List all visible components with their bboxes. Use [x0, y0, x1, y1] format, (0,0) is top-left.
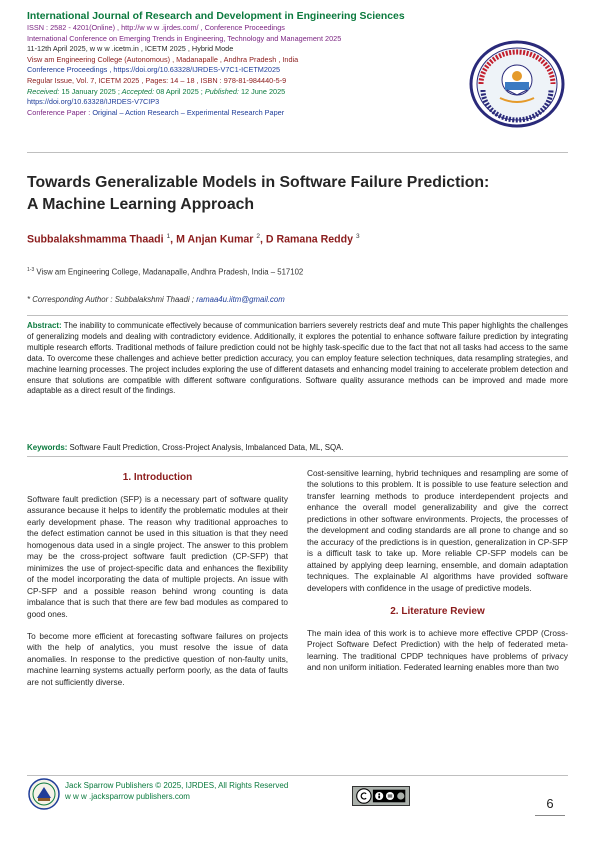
author-name: D Ramana Reddy: [265, 233, 354, 246]
copyright-line: Jack Sparrow Publishers © 2025, IJRDES, All Rights Reserved: [65, 781, 289, 790]
author-affiliation-mark: 1: [166, 233, 171, 240]
abstract-text: The inability to communicate effectively because of communication barriers severely restricts deaf and mute This paper highlights the challenges of generalizing models and dealing with contradictory evidence. Additionally, it explores the potential to enhance software failure prediction by integrating multiple research efforts. Traditional methods of failure prediction could not be highly task-specific due to the fact that not all tasks had access to the same data. To overcome these challenges and achieve better prediction accuracy, you can employ feature selection techniques, data resampling strategies, and machine learning processes. The project includes exploring the use of different datasets and enhancing model training to accelerate problem detection and ensure that solutions are compatible with different software configurations. Software quality assurance methods can be improved and made more adaptable as a direct result of the findings.: [27, 321, 568, 396]
corresponding-name: Subbalakshmi Thaadi ;: [114, 295, 195, 304]
paragraph: Cost-sensitive learning, hybrid techniques and resampling are some of the solutions to this problem. It is possible to use feature selection and transfer learning methods to produce interdependent projects and enhance the overall model generalizability and give the correct predictions in other software environments. Projects, the processes of the development and coding standards are all prone to change and so the accuracy of the predictions is in question, generalization in CP-SFP is a difficult task to take up. More reliable CP-SFP models can be attained by applying deep learning, ensemble, and domain adaptation techniques. The explainable AI algorithms have provided software developers with confidence in the usage of predictive models.: [307, 469, 568, 593]
left-column: [27, 468, 288, 699]
abstract-top-divider: [27, 315, 568, 316]
received-label: Received:: [27, 86, 60, 96]
corresponding-author: [27, 295, 285, 304]
issn-line[interactable]: ISSN : 2582 - 4201(Online) , http://w w w .ijrdes.com/ , Conference Proceedings: [27, 23, 285, 32]
journal-title: International Journal of Research and Development in Engineering Sciences: [27, 11, 405, 22]
author-affiliation-mark: 2: [256, 233, 260, 240]
issue-line: Regular Issue, Vol. 7, ICETM 2025 , Pages: 14 – 18 , ISBN : 978-81-984440-5-9: [27, 75, 287, 85]
section-heading-literature-review: 2. Literature Review: [390, 605, 485, 617]
abstract: [27, 321, 568, 397]
paper-type-line: [27, 108, 467, 119]
accepted-value: 08 April 2025 ;: [156, 86, 203, 96]
publisher-footer: [65, 780, 288, 802]
author-list: [27, 233, 360, 246]
page-number: 6: [546, 796, 554, 811]
page-number-underline: [535, 815, 565, 816]
conference-seal-logo: [467, 38, 567, 130]
abstract-label: Abstract:: [27, 321, 62, 330]
paper-doi-link[interactable]: https://doi.org/10.63328/IJRDES-V7CIP3: [27, 97, 160, 107]
proceedings-doi-line[interactable]: Conference Proceedings , https://doi.org/10.63328/IJRDES-V7C1-ICETM2025: [27, 65, 281, 75]
keywords-text: Software Fault Prediction, Cross-Project Analysis, Imbalanced Data, ML, SQA.: [69, 443, 344, 452]
right-column: [307, 468, 568, 685]
received-value: 15 January 2025 ;: [61, 86, 120, 96]
author-name: M Anjan Kumar: [176, 233, 254, 246]
author-separator: ,: [259, 233, 263, 246]
paragraph: Software fault prediction (SFP) is a necessary part of software quality assurance because it helps to identify the problematic modules at their early development phase. The reason why traditional approaches to the defect estimation cannot be used in this situation is that they need homogenous data used in a single project. The answer to this problem may be the cross-project software fault prediction (CP-SFP) that minimizes the use of project-specific data and enhances the flexibility of the model incorporating the data of multiple projects. An issue with CP-SFP and a possible reason behind wrong counting is data imbalance that is such that there are few bad modules as compared to good ones.: [27, 495, 288, 619]
creative-commons-license-icon[interactable]: [352, 786, 410, 806]
section-heading-introduction: 1. Introduction: [122, 472, 193, 483]
keywords: [27, 443, 344, 452]
footer-divider: [27, 775, 568, 776]
affiliation-mark: 1-3: [27, 267, 35, 273]
conference-line: International Conference on Emerging Trends in Engineering, Technology and Management 2025: [27, 33, 342, 43]
paper-type-label: Conference Paper :: [27, 107, 91, 117]
affiliation: [27, 267, 303, 277]
author-name: Subbalakshmamma Thaadi: [27, 233, 164, 246]
paragraph: To become more efficient at forecasting software failures on projects with the help of analytics, you must resolve the issue of data anomalies. In response to the predictive question of non-faulty units, machine learning systems actually perform poorly, as the data of faults are not sufficiently diverse.: [27, 631, 288, 687]
corresponding-label: * Corresponding Author :: [27, 295, 113, 304]
author-affiliation-mark: 3: [355, 233, 360, 240]
paper-title: [27, 172, 568, 216]
title-line-1: Towards Generalizable Models in Software Failure Prediction:: [27, 174, 490, 191]
author-separator: ,: [170, 233, 174, 246]
publisher-logo: [28, 778, 60, 810]
publisher-website-link[interactable]: w w w .jacksparrow publishers.com: [65, 792, 190, 801]
title-line-2: A Machine Learning Approach: [27, 196, 255, 213]
published-value: 12 June 2025: [240, 86, 286, 96]
corresponding-email-link[interactable]: ramaa4u.iitm@gmail.com: [196, 295, 285, 304]
affiliation-text: Visw am Engineering College, Madanapalle, Andhra Pradesh, India – 517102: [36, 267, 304, 277]
dates-history-line: [27, 87, 467, 98]
header-divider: [27, 152, 568, 153]
abstract-bottom-divider: [27, 456, 568, 457]
conference-dates-line[interactable]: 11-12th April 2025, w w w .icetm.in , ICETM 2025 , Hybrid Mode: [27, 44, 234, 54]
paper-type-value: Original – Action Research – Experimental Research Paper: [92, 107, 285, 117]
keywords-label: Keywords:: [27, 443, 68, 452]
college-line: Visw am Engineering College (Autonomous) , Madanapalle , Andhra Pradesh , India: [27, 54, 299, 64]
published-label: Published:: [204, 86, 239, 96]
accepted-label: Accepted:: [121, 86, 155, 96]
journal-header: [27, 10, 467, 118]
paragraph: The main idea of this work is to achieve more effective CPDP (Cross-Project Software Defect Prediction) with the help of federated meta-learning. The traditional CPDP techniques have problems of privacy and non uniform initiation. Federated learning enables more than two: [307, 628, 568, 673]
